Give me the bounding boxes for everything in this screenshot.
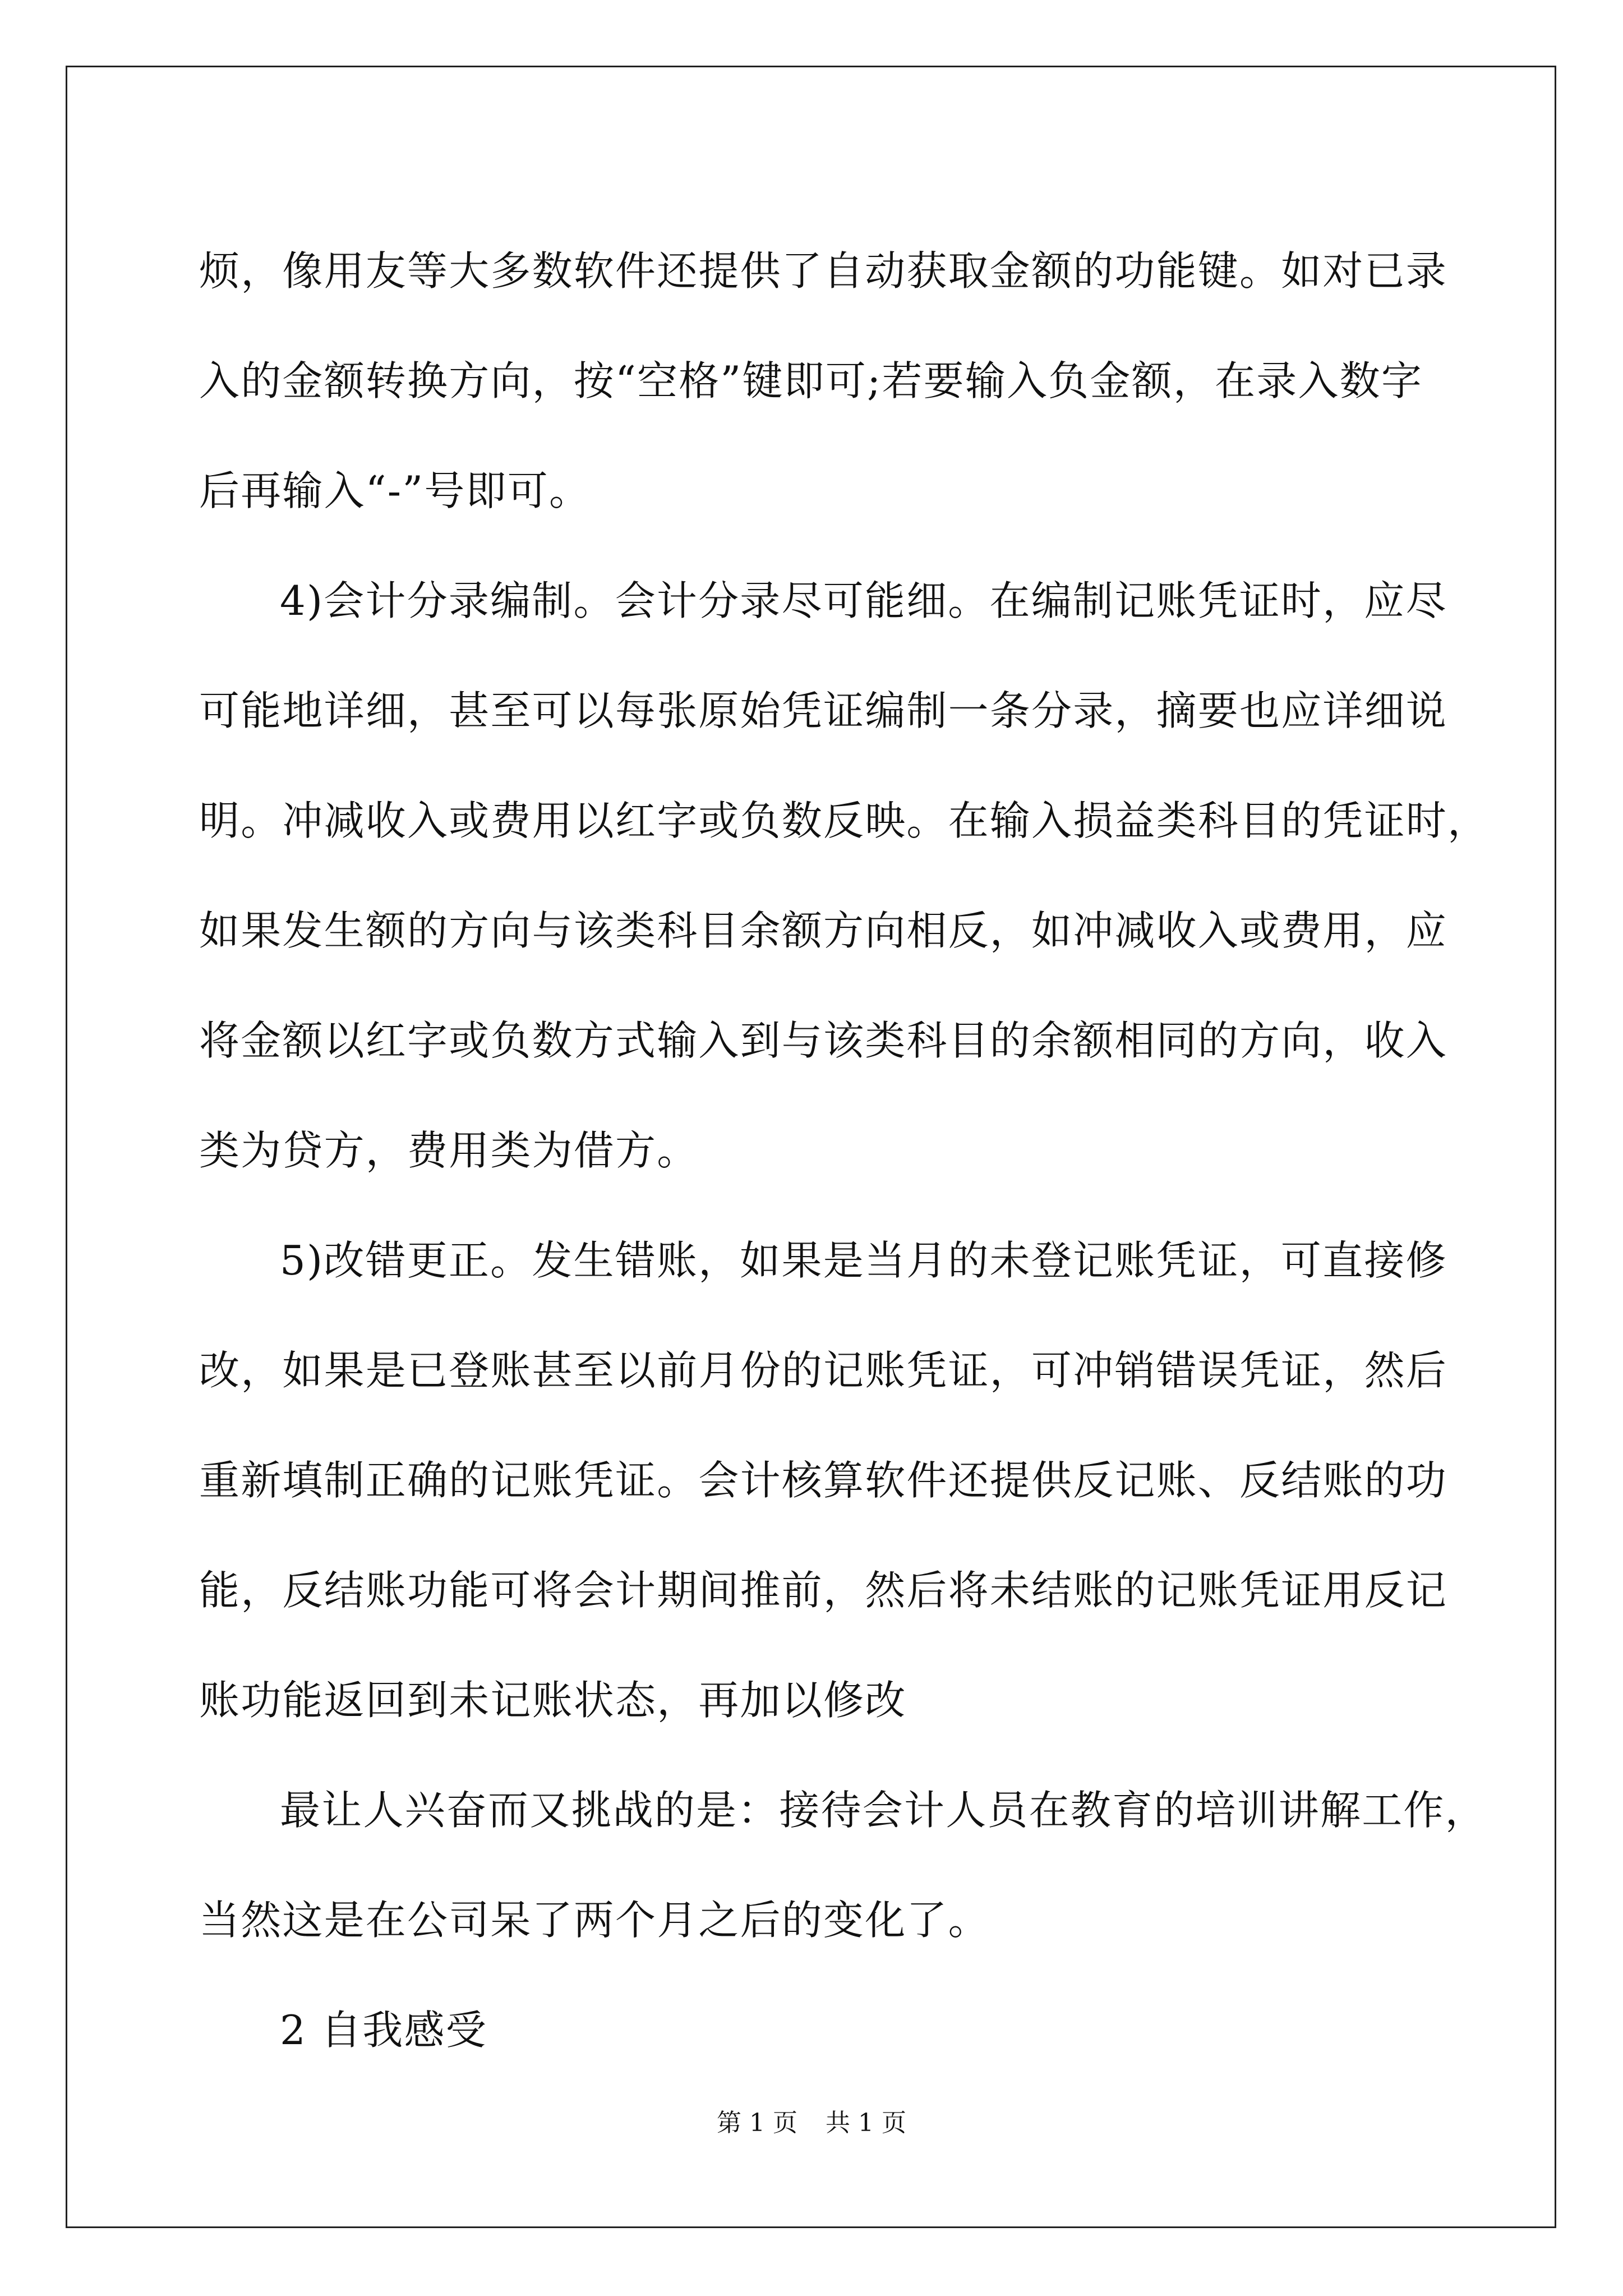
text-line: 能，反结账功能可将会计期间推前，然后将未结账的记账凭证用反记 <box>199 1567 1448 1614</box>
text-line: 将金额以红字或负数方式输入到与该类科目的余额相同的方向，收入 <box>199 1017 1448 1064</box>
text-line: 重新填制正确的记账凭证。会计核算软件还提供反记账、反结账的功 <box>199 1457 1448 1504</box>
text-line: 类为贷方，费用类为借方。 <box>199 1127 699 1174</box>
text-line: 最让人兴奋而又挑战的是：接待会计人员在教育的培训讲解工作， <box>280 1787 1487 1834</box>
text-line: 可能地详细，甚至可以每张原始凭证编制一条分录，摘要也应详细说 <box>199 687 1448 734</box>
text-line: 当然这是在公司呆了两个月之后的变化了。 <box>199 1897 990 1944</box>
text-line: 账功能返回到未记账状态，再加以修改 <box>199 1677 907 1724</box>
text-line: 明。冲减收入或费用以红字或负数反映。在输入损益类科目的凭证时， <box>199 797 1490 844</box>
text-line: 改，如果是已登账甚至以前月份的记账凭证，可冲销错误凭证，然后 <box>199 1347 1448 1394</box>
text-line: 入的金额转换方向，按“空格”键即可;若要输入负金额，在录入数字 <box>199 357 1423 404</box>
text-line: 如果发生额的方向与该类科目余额方向相反，如冲减收入或费用，应 <box>199 907 1448 954</box>
text-line: 4)会计分录编制。会计分录尽可能细。在编制记账凭证时，应尽 <box>280 577 1447 624</box>
text-line: 5)改错更正。发生错账，如果是当月的未登记账凭证，可直接修 <box>280 1237 1447 1284</box>
text-line: 后再输入“-”号即可。 <box>199 467 591 514</box>
page-footer <box>0 2106 1623 2140</box>
document-body <box>199 216 1490 2085</box>
page-number: 第 1 页 <box>717 2109 797 2137</box>
section-heading: 2 自我感受 <box>280 2007 487 2054</box>
text-line: 烦，像用友等大多数软件还提供了自动获取金额的功能键。如对已录 <box>199 247 1448 295</box>
page-total: 共 1 页 <box>826 2109 906 2137</box>
